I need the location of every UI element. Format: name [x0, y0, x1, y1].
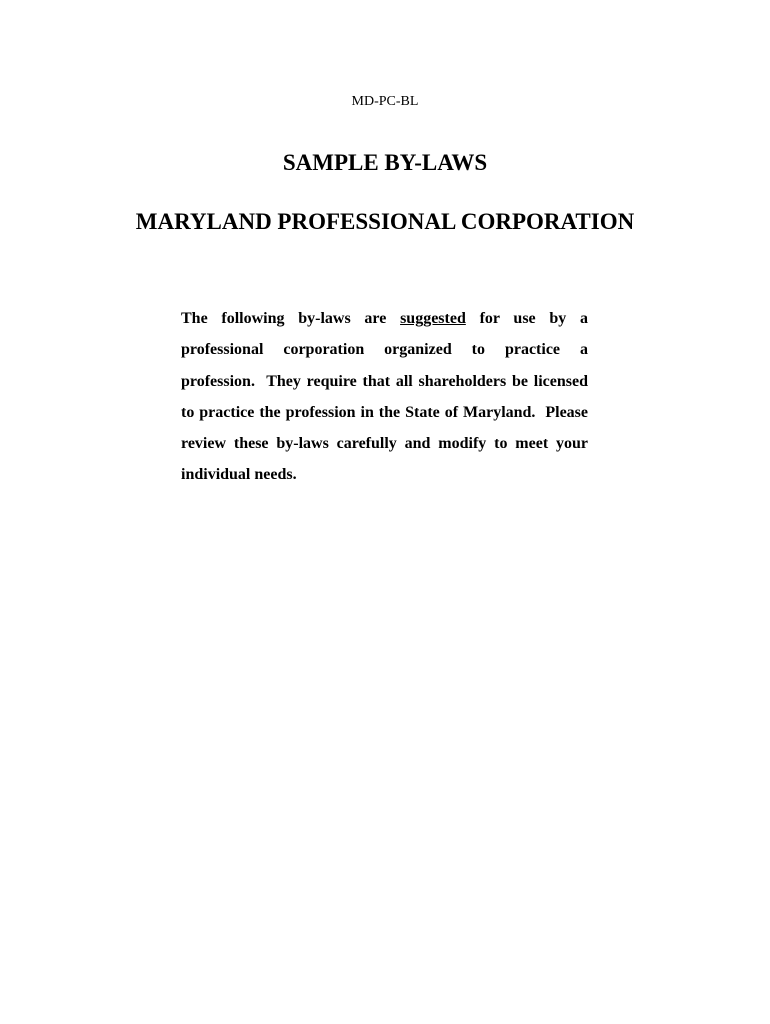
document-title: SAMPLE BY-LAWS — [282, 150, 488, 175]
notice-text-start: The following by-laws are — [181, 310, 401, 327]
notice-emphasis: suggested — [400, 310, 466, 327]
form-code: MD-PC-BL — [351, 94, 419, 109]
document-subtitle: MARYLAND PROFESSIONAL CORPORATION — [135, 209, 635, 234]
usage-notice — [181, 303, 588, 491]
notice-text-end: for use by a professional corporation organized to practice a profession. They require that all shareholders be licensed to practice the profession in the State of Maryland. Please review these by-laws carefully and modify to meet your individual needs. — [181, 310, 589, 484]
